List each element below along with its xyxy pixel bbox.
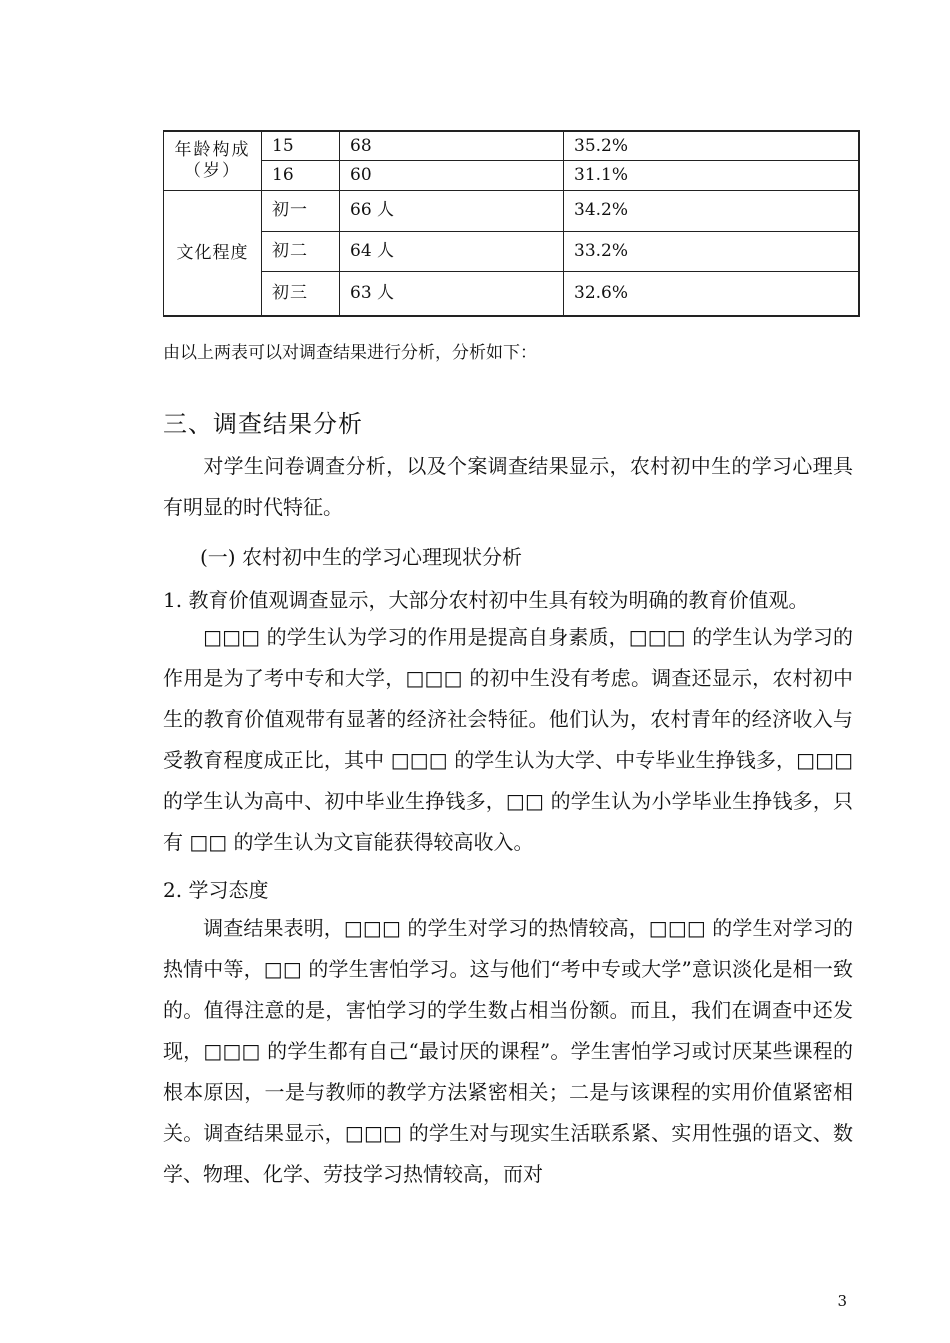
- table-row: [164, 231, 860, 271]
- age-group-cell: [164, 131, 262, 190]
- row-pct: 35.2%: [564, 131, 860, 160]
- paragraph-intro-text: 对学生问卷调查分析，以及个案调查结果显示，农村初中生的学习心理具有明显的时代特征。: [163, 454, 853, 519]
- row-count: 60: [340, 160, 564, 190]
- paragraph-intro: [163, 446, 853, 528]
- intro-line: 由以上两表可以对调查结果进行分析，分析如下：: [163, 343, 537, 363]
- survey-table: [163, 130, 860, 317]
- table-row: [164, 131, 860, 160]
- paragraph-attitude: [163, 908, 853, 1195]
- row-pct: 33.2%: [564, 231, 860, 271]
- table-row: [164, 271, 860, 316]
- age-group-line1: 年龄构成: [174, 140, 251, 161]
- row-count: 66 人: [340, 190, 564, 231]
- section-heading: 三、调查结果分析: [163, 410, 363, 438]
- row-count: 68: [340, 131, 564, 160]
- row-label: 16: [262, 160, 340, 190]
- row-count: 63 人: [340, 271, 564, 316]
- item1-heading: 1. 教育价值观调查显示，大部分农村初中生具有较为明确的教育价值观。: [163, 588, 809, 612]
- edu-group-cell: 文化程度: [164, 190, 262, 316]
- item2-heading: 2. 学习态度: [163, 878, 269, 902]
- row-count: 64 人: [340, 231, 564, 271]
- row-label: 初二: [262, 231, 340, 271]
- row-pct: 34.2%: [564, 190, 860, 231]
- paragraph-education-values: [163, 617, 853, 863]
- row-pct: 32.6%: [564, 271, 860, 316]
- row-label: 初三: [262, 271, 340, 316]
- table-row: [164, 160, 860, 190]
- row-label: 初一: [262, 190, 340, 231]
- subheading: (一) 农村初中生的学习心理现状分析: [200, 545, 522, 569]
- table-row: [164, 190, 860, 231]
- page-number: 3: [837, 1292, 847, 1310]
- row-pct: 31.1%: [564, 160, 860, 190]
- paragraph-attitude-text: 调查结果表明，□□□ 的学生对学习的热情较高，□□□ 的学生对学习的热情中等，□□ 的学生害怕学习。这与他们“考中专或大学”意识淡化是相一致的。值得注意的是，害怕学习的学生数占相当份额。而且，我们在调查中还发现，□□□ 的学生都有自己“最讨厌的课程”。学生害怕学习或讨厌某些课程的根本原因，一是与教师的教学方法紧密相关；二是与该课程的实用价值紧密相关。调查结果显示，□□□ 的学生对与现实生活联系紧、实用性强的语文、数学、物理、化学、劳技学习热情较高，而对: [163, 916, 853, 1186]
- age-group-line2: （岁）: [184, 160, 241, 181]
- paragraph-education-values-text: □□□ 的学生认为学习的作用是提高自身素质，□□□ 的学生认为学习的作用是为了考中专和大学，□□□ 的初中生没有考虑。调查还显示，农村初中生的教育价值观带有显著的经济社会特征。他们认为，农村青年的经济收入与受教育程度成正比，其中 □□□ 的学生认为大学、中专毕业生挣钱多，□□□ 的学生认为高中、初中毕业生挣钱多，□□ 的学生认为小学毕业生挣钱多，只有 □□ 的学生认为文盲能获得较高收入。: [163, 625, 853, 854]
- row-label: 15: [262, 131, 340, 160]
